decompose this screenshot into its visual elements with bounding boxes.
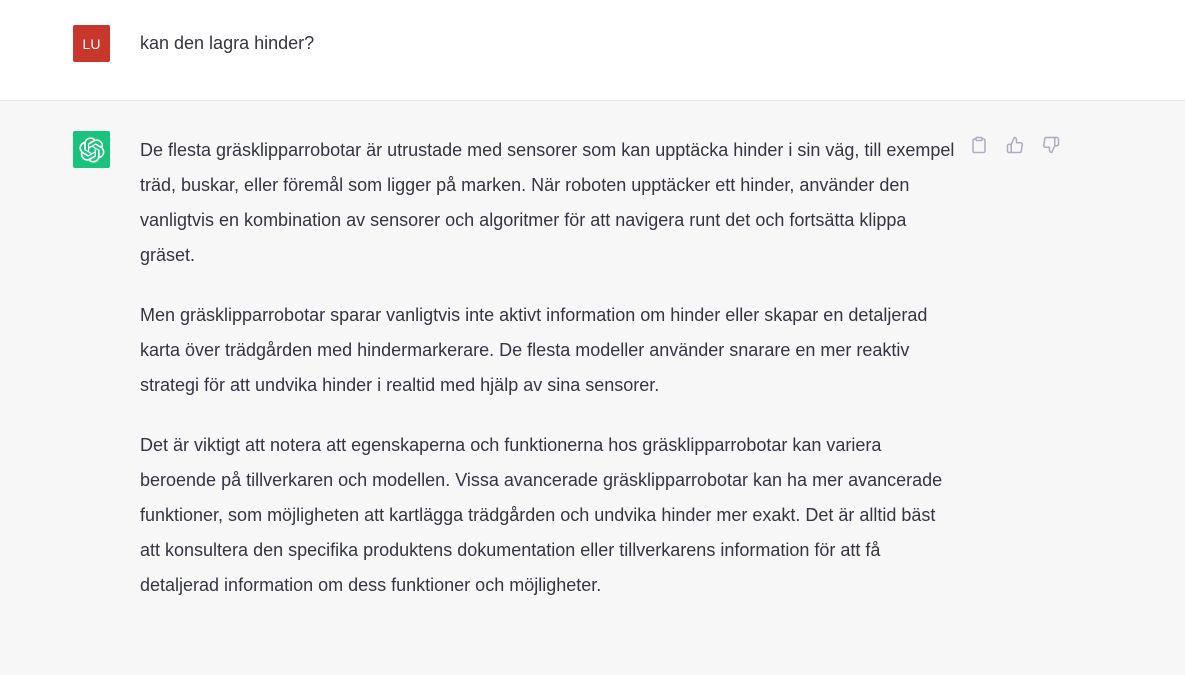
message-actions (968, 134, 1062, 156)
avatar-initials: LU (82, 35, 101, 52)
assistant-paragraph: De flesta gräsklipparrobotar är utrustade med sensorer som kan upptäcka hinder i sin väg, till exempel träd, buskar, eller föremål som ligger på marken. När roboten upptäcker ett hinder, använder den vanligtvis en kombination av sensorer och algoritmer för att navigera runt det och fortsätta klippa gräset. (140, 140, 955, 265)
thumbs-down-button[interactable] (1040, 134, 1062, 156)
assistant-message-row (0, 101, 1185, 675)
assistant-message-text (140, 133, 960, 628)
openai-logo-icon (79, 137, 105, 163)
clipboard-icon (970, 136, 988, 154)
assistant-paragraph: Det är viktigt att notera att egenskaperna och funktionerna hos gräsklipparrobotar kan variera beroende på tillverkaren och modellen. Vissa avancerade gräsklipparrobotar kan ha mer avancerade funktioner, som möjligheten att kartlägga trädgården och undvika hinder mer exakt. Det är alltid bäst att konsultera den specifika produktens dokumentation eller tillverkarens information för att få detaljerad information om dess funktioner och möjligheter. (140, 435, 943, 595)
thumbs-up-button[interactable] (1004, 134, 1026, 156)
copy-button[interactable] (968, 134, 990, 156)
user-avatar (73, 25, 110, 62)
assistant-paragraph: Men gräsklipparrobotar sparar vanligtvis inte aktivt information om hinder eller skapar en detaljerad karta över trädgården med hindermarkerare. De flesta modeller använder snarare en mer reaktiv strategi för att undvika hinder i realtid med hjälp av sina sensorer. (140, 305, 928, 395)
user-message-text: kan den lagra hinder? (140, 33, 315, 53)
assistant-avatar (73, 131, 110, 168)
thumbs-down-icon (1042, 136, 1060, 154)
user-message-row (0, 0, 1185, 101)
thumbs-up-icon (1006, 136, 1024, 154)
